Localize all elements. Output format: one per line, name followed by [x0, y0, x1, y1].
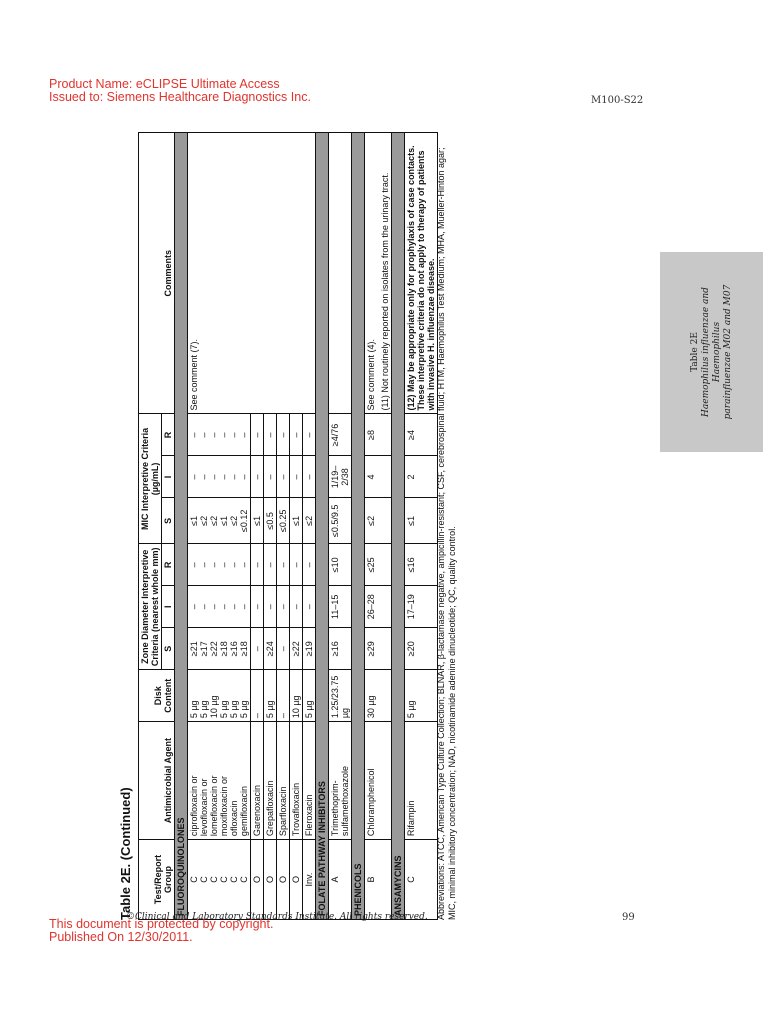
cell-agent: Sparfloxacin [277, 722, 290, 840]
cell-agent: Grepafloxacin [264, 722, 277, 840]
header-mic: MIC Interpretive Criteria (µg/mL) [139, 414, 162, 544]
cell-mic-s: ≤1 ≤2 ≤2 ≤1 ≤2 ≤0.12 [188, 498, 251, 544]
table-row [188, 133, 251, 920]
cell-mic-i: – [290, 456, 303, 498]
group-folate-pathway-inhibitors: FOLATE PATHWAY INHIBITORS [316, 133, 329, 920]
side-tab-table-number: Table 2E [689, 332, 700, 372]
cell-zone-i: 26–28 [365, 586, 392, 628]
header-mic-s: S [162, 498, 175, 544]
cell-zone-r: ≤25 [365, 544, 392, 586]
header-group: Test/Report Group [139, 840, 175, 920]
cell-disk: 10 µg [290, 670, 303, 722]
cell-comment [329, 133, 352, 415]
cell-group: O [264, 840, 277, 920]
cell-group: C C C C C C [188, 840, 251, 920]
watermark-issued-to: Issued to: Siemens Healthcare Diagnostics Inc. [49, 90, 311, 104]
table-title: Table 2E. (Continued) [118, 787, 133, 920]
rotated-table-page [118, 130, 473, 920]
cell-group: O [251, 840, 264, 920]
cell-zone-r: – [251, 544, 264, 586]
cell-mic-r: – [290, 414, 303, 456]
cell-mic-i: – [303, 456, 316, 498]
cell-mic-s: ≤0.5/9.5 [329, 498, 352, 544]
cell-zone-r: – [277, 544, 290, 586]
cell-zone-i: – – – – – – [188, 586, 251, 628]
abbreviations-note: Abbreviations: ATCC, American Type Culture Collection; BLNAR, β-lactamase negative, ampicillin-resistant; CSF, cerebrospinal fluid; HTM, Haemophilus Test Medium; MHA, Mueller-Hinton agar; MIC, minimal inhibitory concentration; NAD, nicotinamide adenine dinucleotide; QC, quality control. [436, 147, 457, 920]
cell-agent: Chloramphenicol [365, 722, 392, 840]
cell-mic-r: – [303, 414, 316, 456]
cell-mic-r: – [251, 414, 264, 456]
cell-mic-i: – [264, 456, 277, 498]
cell-comment: See comment (7). [188, 133, 316, 415]
cell-mic-s: ≤1 [251, 498, 264, 544]
header-mic-r: R [162, 414, 175, 456]
cell-zone-r: ≤10 [329, 544, 352, 586]
cell-agent: ciprofloxacin or levofloxacin or lomefloxacin or moxifloxacin or ofloxacin gemifloxacin [188, 722, 251, 840]
side-tab [660, 252, 763, 452]
cell-mic-i: – – – – – – [188, 456, 251, 498]
cell-mic-s: ≤0.25 [277, 498, 290, 544]
cell-agent: Trimethoprim-sulfamethoxazole [329, 722, 352, 840]
cell-agent: Rifampin [405, 722, 438, 840]
cell-group: C [405, 840, 438, 920]
group-ansamycins: ANSAMYCINS [392, 133, 405, 920]
cell-zone-s: – [251, 628, 264, 670]
cell-mic-i: – [251, 456, 264, 498]
cell-mic-r: – – – – – – [188, 414, 251, 456]
cell-zone-i: 11–15 [329, 586, 352, 628]
table-row [329, 133, 352, 920]
cell-disk: 5 µg [405, 670, 438, 722]
page-number: 99 [622, 912, 635, 923]
cell-zone-i: 17–19 [405, 586, 438, 628]
cell-zone-r: – – – – – – [188, 544, 251, 586]
cell-zone-s: – [277, 628, 290, 670]
watermark-product-name: Product Name: eCLIPSE Ultimate Access [49, 77, 280, 91]
comment-text: See comment (4). [366, 338, 376, 411]
cell-mic-i: 1/19–2/38 [329, 456, 352, 498]
document-id: M100-S22 [591, 95, 644, 106]
cell-disk: 30 µg [365, 670, 392, 722]
cell-zone-i: – [251, 586, 264, 628]
watermark-published: Published On 12/30/2011. [49, 930, 193, 944]
cell-zone-r: – [290, 544, 303, 586]
cell-group: O [277, 840, 290, 920]
cell-mic-i: – [277, 456, 290, 498]
header-zone-i: I [162, 586, 175, 628]
cell-zone-i: – [277, 586, 290, 628]
group-fluoroquinolones: FLUOROQUINOLONES [175, 133, 188, 920]
side-tab-text [690, 257, 734, 447]
header-mic-i: I [162, 456, 175, 498]
comment-text: (11) Not routinely reported on isolates from the urinary tract. [380, 172, 390, 411]
header-zone-s: S [162, 628, 175, 670]
cell-disk: 1.25/23.75 µg [329, 670, 352, 722]
cell-agent: Fleroxacin [303, 722, 316, 840]
cell-disk: 5 µg [303, 670, 316, 722]
side-tab-organisms: Haemophilus influenzae and Haemophilus [700, 287, 722, 417]
header-zone: Zone Diameter Interpretive Criteria (nearest whole mm) [139, 544, 162, 670]
cell-zone-r: ≤16 [405, 544, 438, 586]
cell-zone-s: ≥24 [264, 628, 277, 670]
cell-mic-s: ≤1 [405, 498, 438, 544]
cell-comment: (12) May be appropriate only for prophylaxis of case contacts. These interpretive criteria do not apply to therapy of patients with invasive H. influenzae disease. [405, 133, 438, 415]
cell-disk: 5 µg [264, 670, 277, 722]
cell-zone-s: ≥19 [303, 628, 316, 670]
cell-disk: – [251, 670, 264, 722]
cell-agent: Garenoxacin [251, 722, 264, 840]
cell-disk: – [277, 670, 290, 722]
cell-mic-s: ≤0.5 [264, 498, 277, 544]
cell-comment [365, 133, 392, 415]
cell-zone-s: ≥20 [405, 628, 438, 670]
watermark-copyright: This document is protected by copyright. [49, 917, 274, 931]
side-tab-methods: parainfluenzae M02 and M07 [722, 284, 733, 420]
cell-disk: 5 µg 5 µg 10 µg 5 µg 5 µg 5 µg [188, 670, 251, 722]
cell-group: O [290, 840, 303, 920]
cell-group: Inv. [303, 840, 316, 920]
group-phenicols: PHENICOLS [352, 133, 365, 920]
header-agent: Antimicrobial Agent [139, 722, 175, 840]
table-row [365, 133, 392, 920]
copyright-footer: ©Clinical and Laboratory Standards Institute. All rights reserved. [126, 912, 428, 922]
cell-mic-r: ≥4 [405, 414, 438, 456]
cell-mic-r: ≥8 [365, 414, 392, 456]
cell-mic-s: ≤2 [365, 498, 392, 544]
cell-zone-s: ≥22 [290, 628, 303, 670]
cell-mic-i: 2 [405, 456, 438, 498]
cell-mic-r: – [264, 414, 277, 456]
cell-group: B [365, 840, 392, 920]
cell-zone-s: ≥29 [365, 628, 392, 670]
table-row [405, 133, 438, 920]
cell-mic-i: 4 [365, 456, 392, 498]
cell-zone-i: – [303, 586, 316, 628]
cell-agent: Trovafloxacin [290, 722, 303, 840]
cell-zone-s: ≥21 ≥17 ≥22 ≥18 ≥16 ≥18 [188, 628, 251, 670]
cell-zone-r: – [264, 544, 277, 586]
cell-zone-i: – [264, 586, 277, 628]
cell-mic-r: – [277, 414, 290, 456]
cell-mic-s: ≤1 [290, 498, 303, 544]
cell-zone-r: – [303, 544, 316, 586]
cell-mic-r: ≥4/76 [329, 414, 352, 456]
cell-zone-i: – [290, 586, 303, 628]
header-comments: Comments [139, 133, 175, 415]
header-disk: Disk Content [139, 670, 175, 722]
cell-zone-s: ≥16 [329, 628, 352, 670]
cell-mic-s: ≤2 [303, 498, 316, 544]
header-zone-r: R [162, 544, 175, 586]
susceptibility-table [138, 132, 438, 920]
cell-group: A [329, 840, 352, 920]
